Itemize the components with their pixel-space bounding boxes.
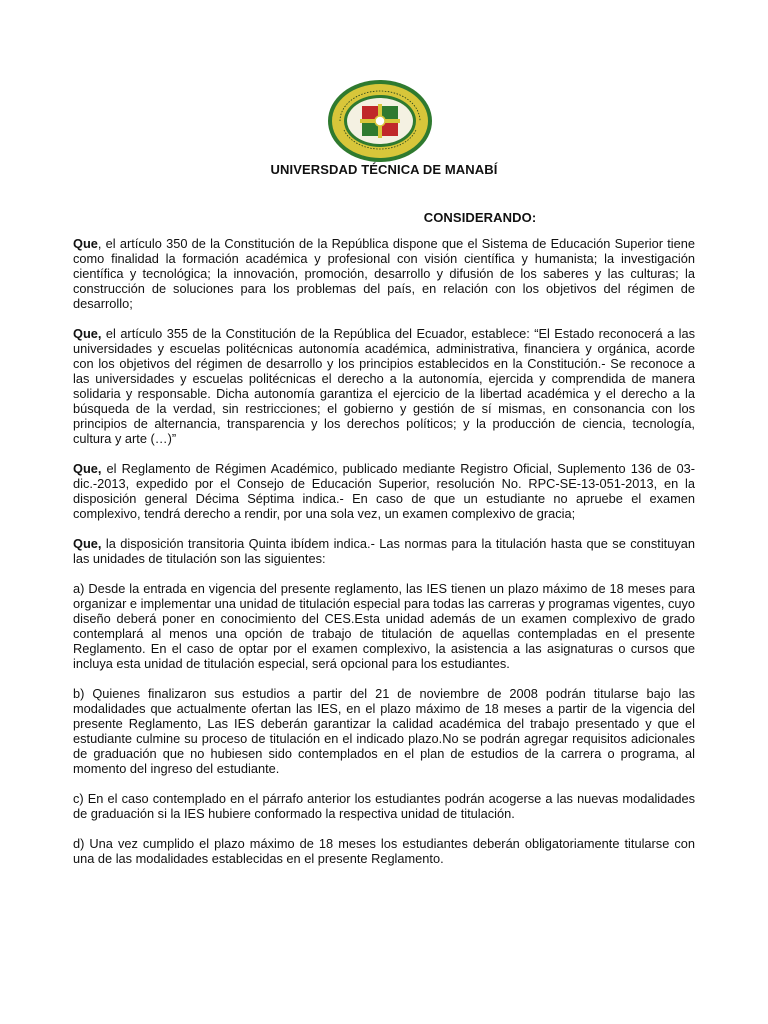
university-title: UNIVERSDAD TÉCNICA DE MANABÍ	[270, 162, 498, 177]
paragraph-1	[73, 236, 695, 311]
university-seal-logo	[326, 78, 434, 164]
paragraph-4	[73, 536, 695, 566]
paragraph-a	[73, 581, 695, 671]
paragraph-text: a) Desde la entrada en vigencia del presente reglamento, las IES tienen un plazo máximo de 18 meses para organizar e implementar una unidad de titulación especial para todas las carreras y programas vigentes, cuyo diseño deberá poner en conocimiento del CES.Esta unidad además de un examen complexivo de grado contemplará al menos una opción de trabajo de titulación de aquellas contempladas en el presente Reglamento. En el caso de optar por el examen complexivo, la asistencia a las asignaturas o cursos que incluya esta unidad de titulación especial, será opcional para los estudiantes.	[73, 581, 695, 671]
seal-emblem-icon	[326, 78, 434, 164]
paragraph-c	[73, 791, 695, 821]
paragraph-3	[73, 461, 695, 521]
paragraph-b	[73, 686, 695, 776]
considerando-heading: CONSIDERANDO:	[423, 210, 537, 225]
paragraph-text: d) Una vez cumplido el plazo máximo de 18 meses los estudiantes deberán obligatoriamente titularse con una de las modalidades establecidas en el presente Reglamento.	[73, 836, 695, 866]
document-body	[73, 236, 695, 881]
paragraph-d	[73, 836, 695, 866]
paragraph-text: el artículo 355 de la Constitución de la República del Ecuador, establece: “El Estado reconocerá a las universidades y escuelas politécnicas autonomía académica, administrativa, financiera y orgánica, acorde con los objetivos del régimen de desarrollo y los principios establecidos en la Constitución.- Se reconoce a las universidades y escuelas politécnicas el derecho a la autonomía, ejercida y comprendida de manera solidaria y responsable. Dicha autonomía garantiza el ejercicio de la libertad académica y el derecho a la búsqueda de la verdad, sin restricciones; el gobierno y gestión de sí mismas, en consonancia con los principios de alternancia, transparencia y los derechos políticos; y la producción de ciencia, tecnología, cultura y arte (…)”	[73, 326, 695, 446]
paragraph-lead: Que,	[73, 461, 102, 476]
paragraph-text: el Reglamento de Régimen Académico, publicado mediante Registro Oficial, Suplemento 136 de 03-dic.-2013, expedido por el Consejo de Educación Superior, resolución No. RPC-SE-13-051-2013, en la disposición general Décima Séptima indica.- En caso de que un estudiante no apruebe el examen complexivo, tendrá derecho a rendir, por una sola vez, un examen complexivo de gracia;	[73, 461, 695, 521]
paragraph-lead: Que,	[73, 326, 102, 341]
paragraph-text: b) Quienes finalizaron sus estudios a partir del 21 de noviembre de 2008 podrán titularse bajo las modalidades que actualmente ofertan las IES, en el plazo máximo de 18 meses a partir de la vigencia del presente Reglamento, Las IES deberán garantizar la calidad académica del trabajo presentado y que el estudiante culmine su proceso de titulación en el indicado plazo.No se podrán agregar requisitos adicionales de graduación que no hubiesen sido contemplados en el plan de estudios de la carrera o programa, al momento del ingreso del estudiante.	[73, 686, 695, 776]
paragraph-2	[73, 326, 695, 446]
paragraph-lead: Que,	[73, 536, 102, 551]
paragraph-text: c) En el caso contemplado en el párrafo anterior los estudiantes podrán acogerse a las nuevas modalidades de graduación si la IES hubiere conformado la respectiva unidad de titulación.	[73, 791, 695, 821]
paragraph-text: , el artículo 350 de la Constitución de la República dispone que el Sistema de Educación Superior tiene como finalidad la formación académica y profesional con visión científica y humanista; la investigación científica y tecnológica; la innovación, promoción, desarrollo y difusión de los saberes y las culturas; la construcción de soluciones para los problemas del país, en relación con los objetivos del régimen de desarrollo;	[73, 236, 695, 311]
paragraph-lead: Que	[73, 236, 98, 251]
paragraph-text: la disposición transitoria Quinta ibídem indica.- Las normas para la titulación hasta que se constituyan las unidades de titulación son las siguientes:	[73, 536, 695, 566]
